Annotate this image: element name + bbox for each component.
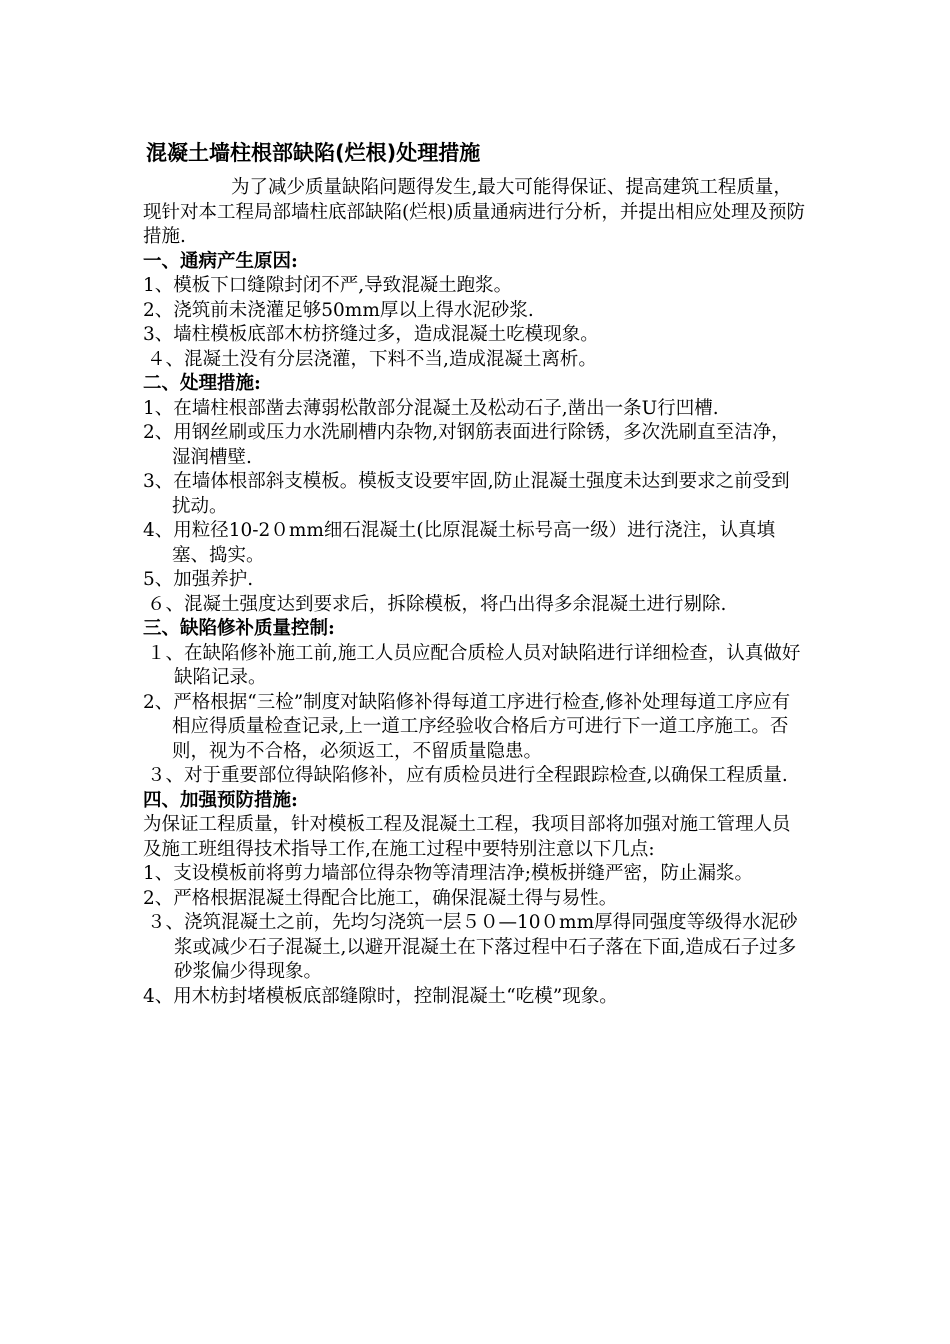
list-item: 2、用钢丝刷或压力水洗刷槽内杂物,对钢筋表面进行除锈，多次洗刷直至洁净，湿润槽壁. [143,422,790,468]
list-item: 3、墙柱模板底部木枋挤缝过多，造成混凝土吃模现象。 [143,324,599,345]
list-item: 3、在墙体根部斜支模板。模板支设要牢固,防止混凝土强度未达到要求之前受到扰动。 [143,471,790,517]
list-item: １、在缺陷修补施工前,施工人员应配合质检人员对缺陷进行详细检查，认真做好缺陷记录。 [147,642,801,688]
list-item: 1、模板下口缝隙封闭不严,导致混凝土跑浆。 [143,275,513,296]
list-item: ４、混凝土没有分层浇灌，下料不当,造成混凝土离析。 [147,348,597,370]
intro-paragraph: 为了减少质量缺陷问题得发生,最大可能得保证、提高建筑工程质量，现针对本工程局部墙柱底部缺陷(烂根)质量通病进行分析，并提出相应处理及预防措施. [143,177,805,247]
list-item: 1、在墙柱根部凿去薄弱松散部分混凝土及松动石子,凿出一条U行凹槽. [143,397,719,419]
list-item: 4、用粒径10-2０mm细石混凝土(比原混凝土标号高一级）进行浇注，认真填塞、捣实。 [143,520,776,566]
section-lead-paragraph: 为保证工程质量，针对模板工程及混凝土工程，我项目部将加强对施工管理人员及施工班组得技术指导工作,在施工过程中要特别注意以下几点: [143,814,791,860]
list-item: ６、混凝土强度达到要求后，拆除模板，将凸出得多余混凝土进行剔除. [147,593,727,615]
list-item: 5、加强养护. [143,569,254,590]
list-item: 2、浇筑前未浇灌足够50mm厚以上得水泥砂浆. [143,299,534,321]
section-heading-causes: 一、通病产生原因: [143,250,298,272]
section-heading-quality-control: 三、缺陷修补质量控制: [143,618,335,639]
section-heading-prevention: 四、加强预防措施: [143,789,298,811]
list-item: ３、对于重要部位得缺陷修补，应有质检员进行全程跟踪检查,以确保工程质量. [147,765,788,786]
document-title: 混凝土墙柱根部缺陷(烂根)处理措施 [146,141,481,165]
list-item: 2、严格根据“三检”制度对缺陷修补得每道工序进行检查,修补处理每道工序应有相应得质量检查记录,上一道工序经验收合格后方可进行下一道工序施工。否则，视为不合格，必须返工，不留质量隐患。 [143,691,791,762]
list-item: ３、浇筑混凝土之前，先均匀浇筑一层５０—10０mm厚得同强度等级得水泥砂浆或减少石子混凝土,以避开混凝土在下落过程中石子落在下面,造成石子过多砂浆偏少得现象。 [147,912,798,982]
list-item: 4、用木枋封堵模板底部缝隙时，控制混凝土“吃模”现象。 [143,985,618,1007]
section-heading-treatment: 二、处理措施: [143,373,261,394]
list-item: 1、支设模板前将剪力墙部位得杂物等清理洁净;模板拼缝严密，防止漏浆。 [143,863,754,884]
list-item: 2、严格根据混凝土得配合比施工，确保混凝土得与易性。 [143,887,618,909]
document-body [143,136,808,1009]
